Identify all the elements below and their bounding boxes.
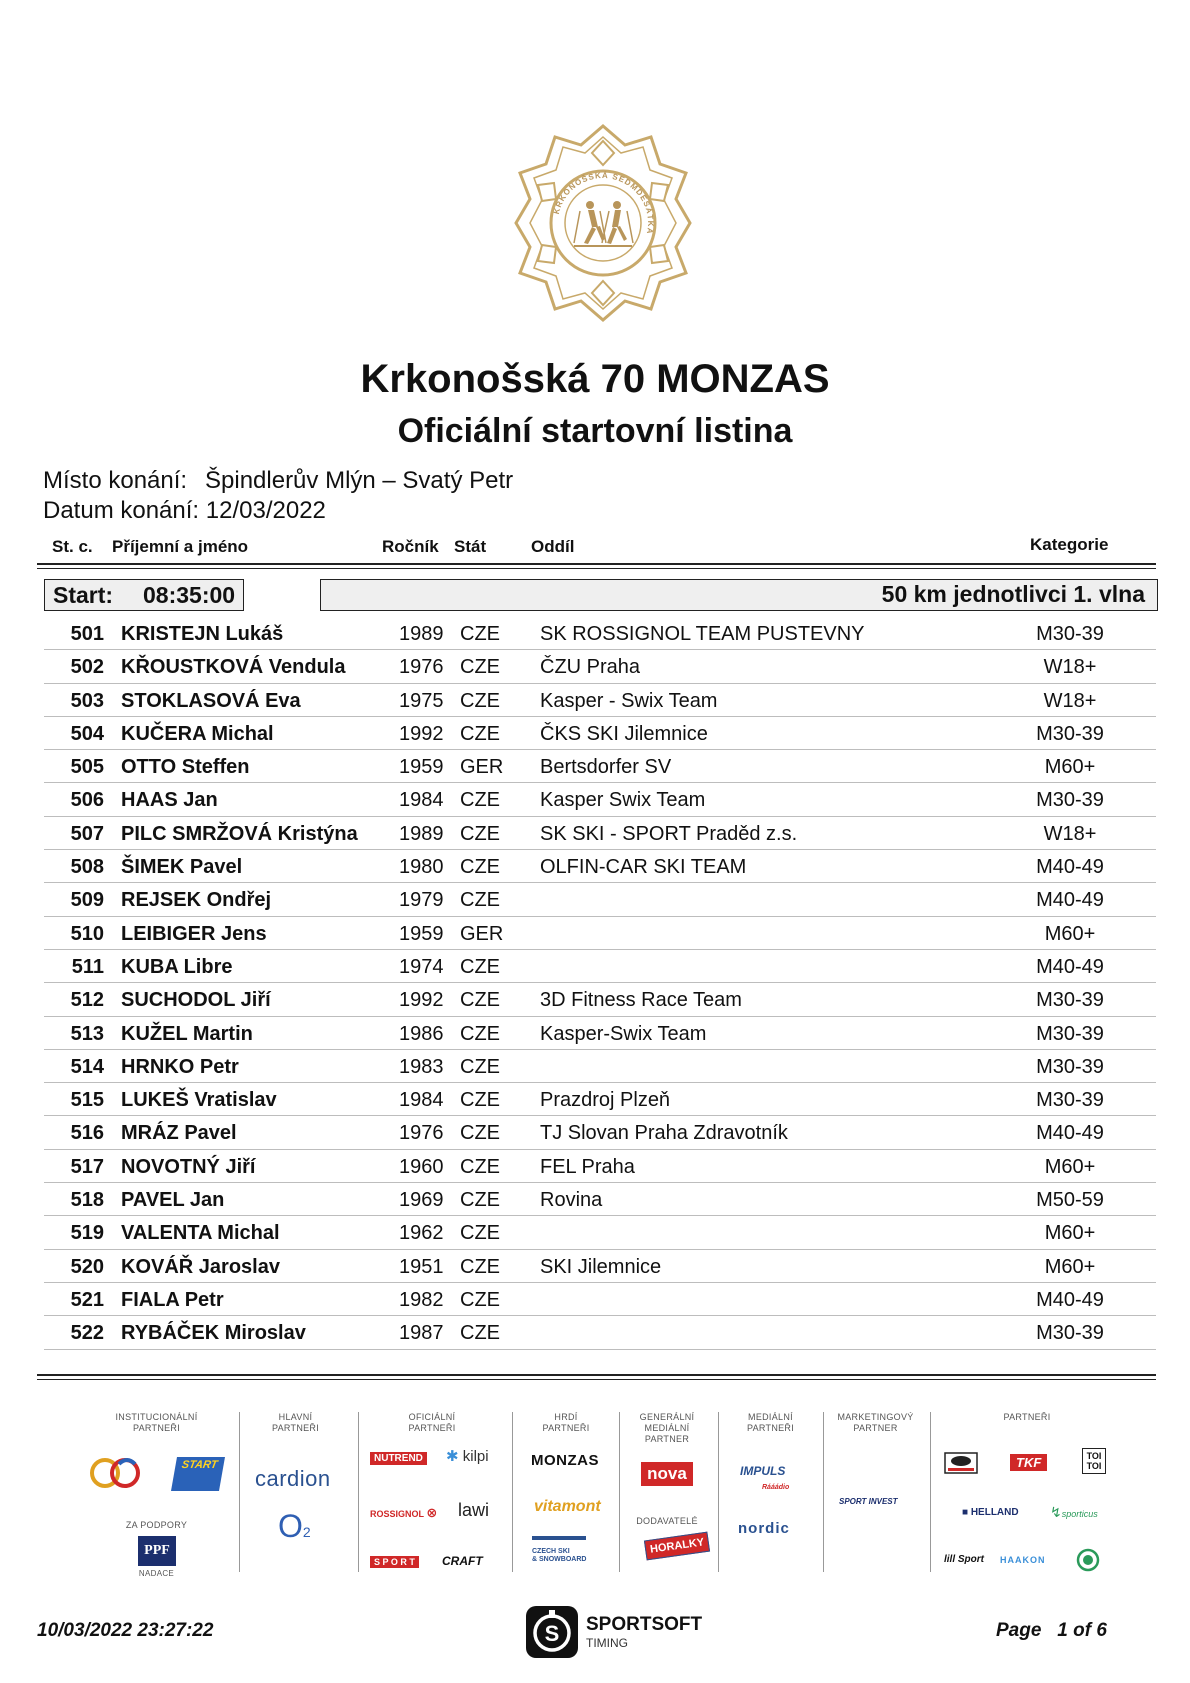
tkf-logo: TKF bbox=[1010, 1454, 1047, 1471]
ppf-logo: PPF bbox=[138, 1536, 176, 1566]
cell-category: M60+ bbox=[1044, 1222, 1096, 1245]
cell-year: 1980 bbox=[399, 856, 444, 879]
wave-label: 50 km jednotlivci 1. vlna bbox=[881, 581, 1145, 607]
cell-country: CZE bbox=[460, 656, 500, 679]
cell-country: CZE bbox=[460, 1288, 500, 1311]
cell-club: SK ROSSIGNOL TEAM PUSTEVNY bbox=[540, 623, 865, 645]
cell-club: ČZU Praha bbox=[540, 656, 641, 679]
sponsor-section-label: HLAVNÍ PARTNEŘI bbox=[271, 1412, 320, 1433]
cell-year: 1974 bbox=[399, 955, 444, 978]
cell-name: PAVEL Jan bbox=[121, 1189, 225, 1212]
toitoi-logo: TOI TOI bbox=[1082, 1448, 1106, 1474]
cell-year: 1979 bbox=[399, 889, 444, 912]
header-divider bbox=[37, 568, 1156, 569]
cell-bib: 519 bbox=[70, 1222, 104, 1245]
cell-name: HAAS Jan bbox=[121, 789, 218, 812]
cell-name: REJSEK Ondřej bbox=[121, 889, 272, 912]
cell-country: CZE bbox=[460, 722, 500, 745]
cell-category: W18+ bbox=[1043, 822, 1097, 845]
cell-category: M60+ bbox=[1044, 756, 1096, 779]
partner-round-logo bbox=[1076, 1548, 1100, 1572]
start-label: Start: bbox=[53, 582, 114, 608]
cell-club: FEL Praha bbox=[540, 1155, 635, 1178]
date-label: Datum konání: bbox=[43, 497, 200, 524]
sponsor-section-label: INSTITUCIONÁLNÍ PARTNEŘI bbox=[115, 1412, 198, 1433]
date-value: 12/03/2022 bbox=[205, 497, 326, 524]
sporticus-logo: ↯sporticus bbox=[1050, 1504, 1098, 1520]
impuls-logo: IMPULS Rááádio bbox=[740, 1464, 790, 1491]
cell-bib: 506 bbox=[70, 789, 104, 812]
cell-category: M40-49 bbox=[1036, 1122, 1104, 1145]
cell-name: LUKEŠ Vratislav bbox=[121, 1089, 277, 1112]
cell-name: MRÁZ Pavel bbox=[121, 1122, 237, 1145]
cell-country: GER bbox=[460, 756, 504, 779]
cell-category: W18+ bbox=[1043, 689, 1097, 712]
craft-logo: CRAFT bbox=[442, 1554, 483, 1568]
lahovsky-logo bbox=[944, 1452, 978, 1474]
table-row bbox=[0, 1083, 1190, 1116]
cell-club: OLFIN-CAR SKI TEAM bbox=[540, 856, 747, 879]
cell-name: KOVÁŘ Jaroslav bbox=[121, 1255, 280, 1278]
cell-club: Kasper Swix Team bbox=[540, 789, 706, 812]
col-year: Ročník bbox=[382, 537, 439, 556]
cell-category: M30-39 bbox=[1036, 1055, 1104, 1078]
cell-category: M60+ bbox=[1044, 1155, 1096, 1178]
o2-logo: O2 bbox=[278, 1508, 311, 1544]
table-row bbox=[0, 983, 1190, 1016]
cell-year: 1992 bbox=[399, 722, 444, 745]
sportsoft-brand bbox=[524, 1604, 704, 1660]
venue-line bbox=[43, 467, 513, 495]
brand-sub: TIMING bbox=[586, 1636, 628, 1650]
cell-country: CZE bbox=[460, 989, 500, 1012]
cell-country: CZE bbox=[460, 856, 500, 879]
cell-country: CZE bbox=[460, 1055, 500, 1078]
cell-year: 1951 bbox=[399, 1255, 444, 1278]
cell-year: 1960 bbox=[399, 1155, 444, 1178]
cell-country: CZE bbox=[460, 955, 500, 978]
cell-bib: 508 bbox=[70, 856, 104, 879]
table-row bbox=[0, 1316, 1190, 1349]
cell-country: CZE bbox=[460, 623, 500, 645]
cell-bib: 516 bbox=[70, 1122, 104, 1145]
cell-country: CZE bbox=[460, 1322, 500, 1345]
document-title: Oficiální startovní listina bbox=[397, 412, 793, 450]
sponsor-section-label: GENERÁLNÍ MEDIÁLNÍ PARTNER bbox=[639, 1412, 695, 1444]
cell-category: M60+ bbox=[1044, 1255, 1096, 1278]
cell-year: 1983 bbox=[399, 1055, 444, 1078]
event-logo bbox=[514, 123, 692, 323]
footer-divider bbox=[37, 1379, 1156, 1380]
cell-year: 1976 bbox=[399, 656, 444, 679]
cell-name: KUŽEL Martin bbox=[121, 1022, 253, 1045]
col-category: Kategorie bbox=[1030, 535, 1109, 554]
cell-category: M30-39 bbox=[1036, 989, 1104, 1012]
cell-name: KŘOUSTKOVÁ Vendula bbox=[121, 656, 346, 679]
cell-category: W18+ bbox=[1043, 656, 1097, 679]
sponsor-divider bbox=[512, 1412, 513, 1572]
cell-bib: 515 bbox=[70, 1089, 104, 1112]
nova-logo: nova bbox=[641, 1462, 693, 1486]
cell-bib: 511 bbox=[71, 955, 104, 978]
sportsoft-icon bbox=[524, 1604, 580, 1660]
table-row bbox=[0, 717, 1190, 750]
cell-name: SUCHODOL Jiří bbox=[121, 989, 271, 1012]
sport-logo: S P O R T bbox=[370, 1556, 419, 1568]
cell-bib: 510 bbox=[70, 922, 104, 945]
cell-club: SK SKI - SPORT Praděd z.s. bbox=[540, 822, 798, 845]
cell-category: M30-39 bbox=[1036, 623, 1104, 645]
cell-country: CZE bbox=[460, 1089, 500, 1112]
cell-year: 1984 bbox=[399, 789, 444, 812]
table-row bbox=[0, 850, 1190, 883]
footer-divider bbox=[37, 1374, 1156, 1376]
cell-name: VALENTA Michal bbox=[121, 1222, 280, 1245]
table-row bbox=[0, 617, 1190, 650]
date-line bbox=[43, 497, 326, 525]
cell-country: CZE bbox=[460, 689, 500, 712]
table-row bbox=[0, 1050, 1190, 1083]
table-row bbox=[0, 1183, 1190, 1216]
sponsor-divider bbox=[239, 1412, 240, 1572]
header-divider bbox=[37, 563, 1156, 565]
cell-category: M40-49 bbox=[1036, 856, 1104, 879]
cell-club: Kasper - Swix Team bbox=[540, 689, 718, 712]
cell-year: 1975 bbox=[399, 689, 444, 712]
cell-bib: 509 bbox=[70, 889, 104, 912]
table-row bbox=[0, 883, 1190, 916]
lillsport-logo: lill Sport bbox=[944, 1554, 984, 1565]
cell-category: M30-39 bbox=[1036, 1322, 1104, 1345]
cell-year: 1959 bbox=[399, 922, 444, 945]
cell-bib: 501 bbox=[70, 623, 104, 645]
cell-name: KUČERA Michal bbox=[121, 722, 274, 745]
czech-ski-logo: CZECH SKI & SNOWBOARD bbox=[532, 1536, 586, 1564]
sponsor-divider bbox=[930, 1412, 931, 1572]
cell-year: 1987 bbox=[399, 1322, 444, 1345]
venue-value: Špindlerův Mlýn – Svatý Petr bbox=[205, 467, 514, 494]
cell-category: M30-39 bbox=[1036, 722, 1104, 745]
table-row bbox=[0, 650, 1190, 683]
cell-category: M30-39 bbox=[1036, 1089, 1104, 1112]
sponsor-section-label: MARKETINGOVÝ PARTNER bbox=[837, 1412, 914, 1433]
cell-bib: 514 bbox=[70, 1055, 104, 1078]
cell-country: CZE bbox=[460, 1022, 500, 1045]
page-value: 1 of 6 bbox=[1057, 1620, 1107, 1641]
table-row bbox=[0, 1216, 1190, 1249]
cell-bib: 512 bbox=[70, 989, 104, 1012]
cell-year: 1992 bbox=[399, 989, 444, 1012]
cell-bib: 505 bbox=[70, 756, 104, 779]
monzas-logo: MONZAS bbox=[531, 1452, 599, 1469]
sponsor-section-label: OFICIÁLNÍ PARTNEŘI bbox=[408, 1412, 456, 1433]
sponsor-section-label: PARTNEŘI bbox=[1003, 1412, 1051, 1422]
col-bib: St. c. bbox=[52, 537, 93, 556]
sponsor-section-label: ZA PODPORY bbox=[125, 1520, 188, 1530]
table-row bbox=[0, 1283, 1190, 1316]
cell-club: ČKS SKI Jilemnice bbox=[540, 722, 708, 745]
cell-year: 1989 bbox=[399, 822, 444, 845]
cell-name: KUBA Libre bbox=[121, 955, 233, 978]
nordic-logo: nordic bbox=[738, 1520, 790, 1537]
cell-bib: 517 bbox=[70, 1155, 104, 1178]
cell-name: NOVOTNÝ Jiří bbox=[121, 1155, 256, 1178]
table-row bbox=[0, 817, 1190, 850]
table-row bbox=[0, 950, 1190, 983]
cell-bib: 518 bbox=[70, 1189, 104, 1212]
table-row bbox=[0, 1250, 1190, 1283]
cell-name: STOKLASOVÁ Eva bbox=[121, 689, 301, 712]
cell-name: PILC SMRŽOVÁ Kristýna bbox=[121, 822, 358, 845]
cell-bib: 513 bbox=[70, 1022, 104, 1045]
sponsor-section-label: MEDIÁLNÍ PARTNEŘI bbox=[746, 1412, 795, 1433]
cell-year: 1984 bbox=[399, 1089, 444, 1112]
brand-name: SPORTSOFT bbox=[586, 1614, 703, 1635]
cell-bib: 504 bbox=[70, 722, 104, 745]
start-box bbox=[44, 579, 244, 611]
haakon-logo: HAAKON bbox=[1000, 1555, 1046, 1565]
cell-category: M30-39 bbox=[1036, 789, 1104, 812]
cell-name: KRISTEJN Lukáš bbox=[121, 623, 284, 645]
table-row bbox=[0, 1150, 1190, 1183]
table-row bbox=[0, 783, 1190, 816]
cell-year: 1989 bbox=[399, 623, 444, 645]
cell-bib: 507 bbox=[70, 822, 104, 845]
cell-club: Prazdroj Plzeň bbox=[540, 1089, 671, 1112]
cell-bib: 522 bbox=[70, 1322, 104, 1345]
rossignol-logo: ROSSIGNOL ⊗ bbox=[370, 1505, 438, 1520]
page-indicator bbox=[996, 1620, 1107, 1642]
col-name: Příjemní a jméno bbox=[112, 537, 249, 556]
cell-country: CZE bbox=[460, 1155, 500, 1178]
cell-year: 1969 bbox=[399, 1189, 444, 1212]
event-title: Krkonošská 70 MONZAS bbox=[360, 357, 830, 401]
wave-box bbox=[320, 579, 1158, 611]
table-row bbox=[0, 750, 1190, 783]
venue-label: Místo konání: bbox=[43, 467, 188, 494]
cell-country: CZE bbox=[460, 1122, 500, 1145]
sponsor-section-label: HRDÍ PARTNEŘI bbox=[542, 1412, 590, 1433]
logo-ring-text: KRKONOŠSKÁ SEDMDESÁTKA bbox=[551, 170, 656, 236]
cell-club: Kasper-Swix Team bbox=[540, 1022, 707, 1045]
cell-category: M40-49 bbox=[1036, 889, 1104, 912]
krkonose-logo bbox=[89, 1454, 145, 1492]
cell-name: FIALA Petr bbox=[121, 1288, 224, 1311]
cell-country: CZE bbox=[460, 1255, 500, 1278]
cell-category: M30-39 bbox=[1036, 1022, 1104, 1045]
sportinvest-logo: SPORT INVEST bbox=[839, 1497, 898, 1506]
cell-club: Bertsdorfer SV bbox=[540, 756, 672, 779]
cell-name: RYBÁČEK Miroslav bbox=[121, 1322, 306, 1345]
cell-name: OTTO Steffen bbox=[121, 756, 250, 779]
vitamont-logo: vitamont bbox=[534, 1498, 601, 1515]
cell-bib: 521 bbox=[70, 1288, 104, 1311]
cell-bib: 503 bbox=[70, 689, 104, 712]
cell-name: HRNKO Petr bbox=[121, 1055, 239, 1078]
col-club: Oddíl bbox=[531, 537, 575, 556]
cell-country: CZE bbox=[460, 1189, 500, 1212]
table-row bbox=[0, 684, 1190, 717]
kilpi-logo: ✱ kilpi bbox=[446, 1448, 489, 1465]
helland-logo: ■ HELLAND bbox=[962, 1507, 1019, 1518]
sponsor-section-label: DODAVATELÉ bbox=[636, 1516, 698, 1526]
cell-club: 3D Fitness Race Team bbox=[540, 989, 742, 1012]
table-row bbox=[0, 917, 1190, 950]
cell-category: M40-49 bbox=[1036, 955, 1104, 978]
cell-country: CZE bbox=[460, 789, 500, 812]
cell-name: LEIBIGER Jens bbox=[121, 922, 267, 945]
cell-category: M50-59 bbox=[1036, 1189, 1104, 1212]
cell-year: 1962 bbox=[399, 1222, 444, 1245]
col-country: Stát bbox=[454, 537, 487, 556]
horalky-logo: HORALKY bbox=[644, 1532, 711, 1561]
cell-category: M60+ bbox=[1044, 922, 1096, 945]
start-list bbox=[0, 617, 1190, 1350]
start-logo: START bbox=[171, 1457, 225, 1491]
table-row bbox=[0, 1116, 1190, 1149]
cell-name: ŠIMEK Pavel bbox=[121, 856, 243, 879]
nadace-label: NADACE bbox=[138, 1569, 175, 1578]
cardion-logo: cardion bbox=[255, 1466, 331, 1491]
cell-club: TJ Slovan Praha Zdravotník bbox=[540, 1122, 788, 1145]
page-label: Page bbox=[996, 1620, 1042, 1641]
cell-bib: 502 bbox=[70, 656, 104, 679]
cell-club: Rovina bbox=[540, 1189, 603, 1212]
cell-year: 1986 bbox=[399, 1022, 444, 1045]
table-row bbox=[0, 1017, 1190, 1050]
lawi-logo: lawi bbox=[458, 1500, 490, 1520]
cell-year: 1959 bbox=[399, 756, 444, 779]
sponsor-divider bbox=[358, 1412, 359, 1572]
cell-bib: 520 bbox=[70, 1255, 104, 1278]
cell-club: SKI Jilemnice bbox=[540, 1255, 662, 1278]
nutrend-logo: NUTREND bbox=[370, 1452, 427, 1465]
print-timestamp: 10/03/2022 23:27:22 bbox=[37, 1620, 214, 1641]
cell-country: CZE bbox=[460, 1222, 500, 1245]
cell-category: M40-49 bbox=[1036, 1288, 1104, 1311]
svg-text:S: S bbox=[544, 1621, 560, 1646]
cell-year: 1982 bbox=[399, 1288, 444, 1311]
cell-country: GER bbox=[460, 922, 504, 945]
cell-year: 1976 bbox=[399, 1122, 444, 1145]
start-time: 08:35:00 bbox=[143, 582, 236, 608]
cell-country: CZE bbox=[460, 889, 500, 912]
cell-country: CZE bbox=[460, 822, 500, 845]
